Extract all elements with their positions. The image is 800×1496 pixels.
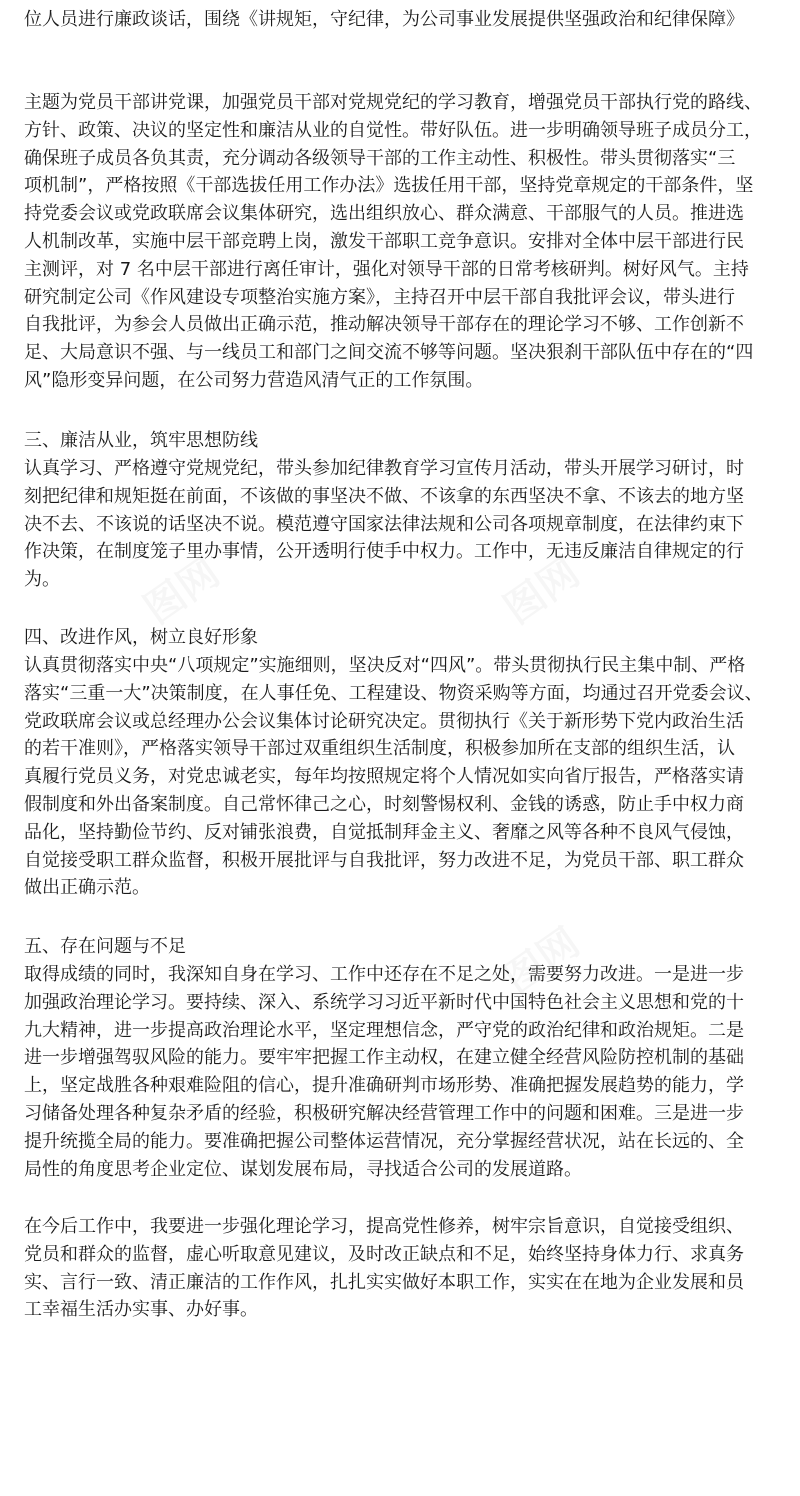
text-line: 自我批评，为参会人员做出正确示范，推动解决领导干部存在的理论学习不够、工作创新不 — [24, 314, 744, 336]
paragraph-party-education — [24, 89, 776, 395]
text-line: 的若干准则》，严格落实领导干部过双重组织生活制度，积极参加所在支部的组织生活，认 — [24, 738, 735, 760]
section-heading: 三、廉洁从业，筑牢思想防线 — [24, 430, 258, 451]
text-line: 作决策，在制度笼子里办事情，公开透明行使手中权力。工作中，无违反廉洁自律规定的行 — [24, 541, 744, 563]
text-line: 确保班子成员各负其责，充分调动各级领导干部的工作主动性、积极性。带头贯彻落实“三 — [24, 147, 736, 169]
text-line: 落实“三重一大”决策制度，在人事任免、工程建设、物资采购等方面，均通过召开党委会议、 — [24, 682, 763, 704]
text-line: 风”隐形变异问题，在公司努力营造风清气正的工作氛围。 — [24, 369, 484, 391]
text-line: 方针、政策、决议的坚定性和廉洁从业的自觉性。带好队伍。进一步明确领导班子成员分工， — [24, 119, 762, 141]
text-line: 习储备处理各种复杂矛盾的经验，积极研究解决经营管理工作中的问题和困难。三是进一步 — [24, 1102, 744, 1124]
text-line: 假制度和外出备案制度。自己常怀律己之心，时刻警惕权利、金钱的诱惑，防止手中权力商 — [24, 793, 744, 815]
text-line: 项机制”，严格按照《干部选拔任用工作办法》选拔任用干部，坚持党章规定的干部条件，坚 — [24, 175, 754, 197]
text-line: 局性的角度思考企业定位、谋划发展布局，寻找适合公司的发展道路。 — [24, 1158, 582, 1180]
text-line: 主测评，对 7 名中层干部进行离任审计，强化对领导干部的日常考核研判。树好风气。主持 — [24, 258, 749, 280]
text-line: 加强政治理论学习。要持续、深入、系统学习习近平新时代中国特色社会主义思想和党的十 — [24, 991, 744, 1013]
text-line: 上，坚定战胜各种艰难险阻的信心，提升准确研判市场形势、准确把握发展趋势的能力，学 — [24, 1075, 744, 1097]
text-line: 持党委会议或党政联席会议集体研究，选出组织放心、群众满意、干部服气的人员。推进选 — [24, 203, 744, 225]
text-line: 取得成绩的同时，我深知自身在学习、工作中还存在不足之处，需要努力改进。一是进一步 — [24, 964, 744, 985]
text-line: 党员和群众的监督，虚心听取意见建议，及时改正缺点和不足，始终坚持身体力行、求真务 — [24, 1243, 744, 1265]
text-line: 进一步增强驾驭风险的能力。要牢牢把握工作主动权，在建立健全经营风险防控机制的基础 — [24, 1047, 744, 1069]
text-line: 九大精神，进一步提高政治理论水平，坚定理想信念，严守党的政治纪律和政治规矩。二是 — [24, 1019, 744, 1041]
top-text-line: 位人员进行廉政谈话，围绕《讲规矩，守纪律，为公司事业发展提供坚强政治和纪律保障》 — [24, 9, 744, 30]
paragraph-work-style — [24, 652, 776, 902]
text-line: 人机制改革，实施中层干部竞聘上岗，激发干部职工竞争意识。安排对全体中层干部进行民 — [24, 230, 744, 252]
text-line: 为。 — [24, 569, 60, 591]
text-line: 主题为党员干部讲党课，加强党员干部对党规党纪的学习教育，增强党员干部执行党的路线、 — [24, 92, 762, 113]
paragraph-integrity — [24, 455, 776, 594]
text-line: 实、言行一致、清正廉洁的工作作风，扎扎实实做好本职工作，实实在在地为企业发展和员 — [24, 1271, 744, 1293]
text-line: 刻把纪律和规矩挺在前面，不该做的事坚决不做、不该拿的东西坚决不拿、不该去的地方坚 — [24, 485, 744, 507]
text-line: 做出正确示范。 — [24, 877, 150, 899]
section-heading: 五、存在问题与不足 — [24, 936, 186, 957]
text-line: 决不去、不该说的话坚决不说。模范遵守国家法律法规和公司各项规章制度，在法律约束下 — [24, 513, 744, 535]
text-line: 提升统揽全局的能力。要准确把握公司整体运营情况，充分掌握经营状况，站在长远的、全 — [24, 1130, 744, 1152]
text-line: 工幸福生活办实事、办好事。 — [24, 1299, 258, 1321]
text-line: 自觉接受职工群众监督，积极开展批评与自我批评，努力改进不足，为党员干部、职工群众 — [24, 849, 744, 871]
text-line: 认真学习、严格遵守党规党纪，带头参加纪律教育学习宣传月活动，带头开展学习研讨，时 — [24, 458, 744, 479]
paragraph-problems — [24, 961, 776, 1183]
paragraph-closing — [24, 1213, 776, 1324]
text-line: 党政联席会议或总经理办公会议集体讨论研究决定。贯彻执行《关于新形势下党内政治生活 — [24, 710, 744, 732]
text-line: 在今后工作中，我要进一步强化理论学习，提高党性修养，树牢宗旨意识，自觉接受组织、 — [24, 1216, 744, 1237]
section-heading: 四、改进作风，树立良好形象 — [24, 627, 258, 648]
text-line: 真履行党员义务，对党忠诚老实，每年均按照规定将个人情况如实向省厅报告，严格落实请 — [24, 766, 744, 788]
text-line: 研究制定公司《作风建设专项整治实施方案》，主持召开中层干部自我批评会议，带头进行 — [24, 286, 735, 308]
text-line: 足、大局意识不强、与一线员工和部门之间交流不够等问题。坚决狠刹干部队伍中存在的“四 — [24, 342, 754, 364]
text-line: 认真贯彻落实中央“八项规定”实施细则，坚决反对“四风”。带头贯彻执行民主集中制、严格 — [24, 655, 746, 676]
text-line: 品化，坚持勤俭节约、反对铺张浪费，自觉抵制拜金主义、奢靡之风等各种不良风气侵蚀， — [24, 821, 744, 843]
